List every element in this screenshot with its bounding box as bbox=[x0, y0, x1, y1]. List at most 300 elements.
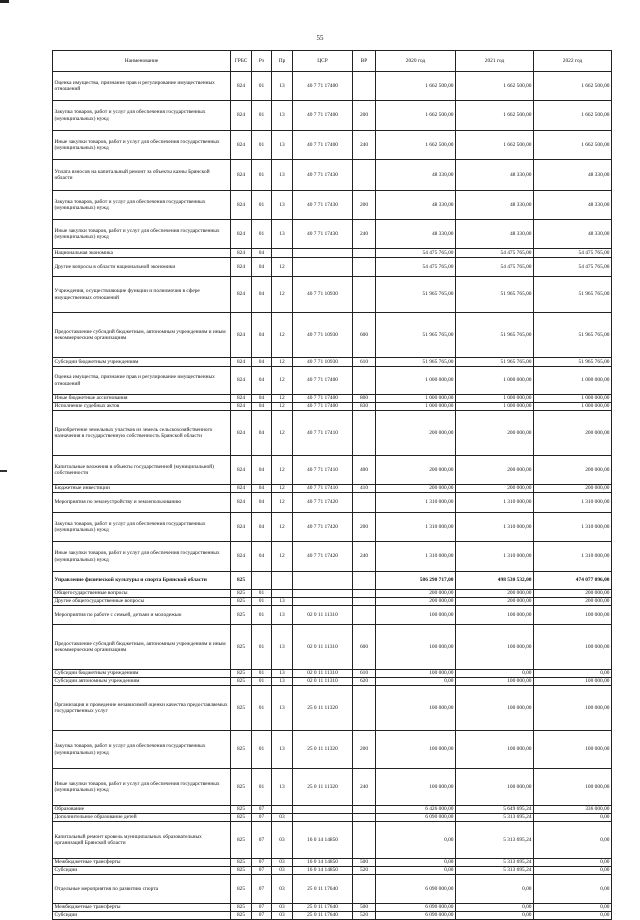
col-header-name: Наименование bbox=[53, 51, 231, 72]
cell-pr: 12 bbox=[272, 367, 293, 395]
table-row bbox=[53, 670, 612, 678]
cell-2020: 1 662 500,00 bbox=[376, 131, 456, 160]
cell-vr: 200 bbox=[353, 101, 376, 131]
cell-csr bbox=[293, 590, 353, 598]
cell-2022: 1 000 000,00 bbox=[534, 395, 612, 403]
cell-2022: 200 000,00 bbox=[534, 456, 612, 485]
cell-vr: 400 bbox=[353, 456, 376, 485]
cell-pr: 13 bbox=[272, 606, 293, 625]
table-row bbox=[53, 277, 612, 313]
cell-name: Межбюджетные трансферты bbox=[53, 904, 231, 912]
cell-name: Отдельные мероприятия по развитию спорта bbox=[53, 875, 231, 904]
cell-2022: 0,00 bbox=[534, 875, 612, 904]
cell-vr bbox=[353, 160, 376, 191]
cell-csr bbox=[293, 249, 353, 258]
cell-vr bbox=[353, 875, 376, 904]
cell-name: Организация и проведение независимой оценки качества предоставляемых государственных услуг bbox=[53, 686, 231, 731]
col-header-grbs: ГРБС bbox=[231, 51, 252, 72]
cell-2021: 1 000 000,00 bbox=[456, 403, 534, 411]
cell-2022: 1 310 000,00 bbox=[534, 513, 612, 542]
cell-name: Субсидии bbox=[53, 867, 231, 875]
col-header-rz: Рз bbox=[252, 51, 272, 72]
cell-vr: 600 bbox=[353, 625, 376, 670]
cell-grbs: 825 bbox=[231, 867, 252, 875]
cell-vr: 800 bbox=[353, 395, 376, 403]
cell-2021: 48 330,00 bbox=[456, 220, 534, 249]
table-body bbox=[53, 72, 612, 920]
cell-vr: 500 bbox=[353, 859, 376, 867]
cell-2021: 200 000,00 bbox=[456, 456, 534, 485]
cell-rz: 01 bbox=[252, 191, 272, 220]
cell-2022: 0,00 bbox=[534, 814, 612, 822]
cell-2021: 5 313 695,24 bbox=[456, 814, 534, 822]
table-row bbox=[53, 395, 612, 403]
cell-name: Иные закупки товаров, работ и услуг для обеспечения государственных (муниципальных) нужд bbox=[53, 769, 231, 806]
cell-2022: 336 000,00 bbox=[534, 806, 612, 814]
cell-grbs: 824 bbox=[231, 542, 252, 572]
cell-2020: 6 090 000,00 bbox=[376, 912, 456, 920]
cell-2020: 54 475 765,00 bbox=[376, 249, 456, 258]
cell-grbs: 825 bbox=[231, 572, 252, 590]
cell-2020: 6 090 000,00 bbox=[376, 904, 456, 912]
cell-2022: 1 662 500,00 bbox=[534, 72, 612, 101]
table-row bbox=[53, 875, 612, 904]
cell-vr: 410 bbox=[353, 485, 376, 493]
cell-pr: 13 bbox=[272, 686, 293, 731]
cell-pr: 13 bbox=[272, 769, 293, 806]
cell-pr: 12 bbox=[272, 358, 293, 367]
cell-2022: 1 000 000,00 bbox=[534, 403, 612, 411]
cell-vr bbox=[353, 493, 376, 513]
cell-name: Уплата взносов на капитальный ремонт за объекты казны Брянской области bbox=[53, 160, 231, 191]
cell-2021: 51 965 765,00 bbox=[456, 277, 534, 313]
table-row bbox=[53, 867, 612, 875]
cell-pr: 12 bbox=[272, 542, 293, 572]
cell-name: Мероприятия по землеустройству и землепользованию bbox=[53, 493, 231, 513]
table-row bbox=[53, 411, 612, 456]
cell-2021: 100 000,00 bbox=[456, 678, 534, 686]
cell-rz: 01 bbox=[252, 590, 272, 598]
cell-name: Иные закупки товаров, работ и услуг для обеспечения государственных (муниципальных) нужд bbox=[53, 542, 231, 572]
table-row bbox=[53, 403, 612, 411]
cell-rz: 07 bbox=[252, 814, 272, 822]
cell-pr bbox=[272, 590, 293, 598]
cell-pr: 13 bbox=[272, 678, 293, 686]
cell-rz: 01 bbox=[252, 101, 272, 131]
cell-2021: 100 000,00 bbox=[456, 686, 534, 731]
cell-2022: 100 000,00 bbox=[534, 625, 612, 670]
cell-grbs: 824 bbox=[231, 395, 252, 403]
cell-2021: 54 475 765,00 bbox=[456, 249, 534, 258]
cell-rz: 01 bbox=[252, 670, 272, 678]
cell-csr: 25 0 11 17640 bbox=[293, 904, 353, 912]
cell-vr bbox=[353, 590, 376, 598]
table-row bbox=[53, 313, 612, 358]
cell-2021: 0,00 bbox=[456, 875, 534, 904]
cell-pr: 03 bbox=[272, 875, 293, 904]
cell-2021: 0,00 bbox=[456, 912, 534, 920]
cell-2022: 51 965 765,00 bbox=[534, 313, 612, 358]
cell-name: Другие вопросы в области национальной экономики bbox=[53, 258, 231, 277]
cell-name: Иные закупки товаров, работ и услуг для обеспечения государственных (муниципальных) нужд bbox=[53, 220, 231, 249]
scan-edge-mark bbox=[0, 470, 7, 472]
cell-2020: 586 290 717,00 bbox=[376, 572, 456, 590]
cell-name: Субсидии бюджетным учреждениям bbox=[53, 358, 231, 367]
table-row bbox=[53, 686, 612, 731]
cell-csr bbox=[293, 814, 353, 822]
cell-vr bbox=[353, 598, 376, 606]
cell-pr: 03 bbox=[272, 867, 293, 875]
cell-csr bbox=[293, 806, 353, 814]
cell-2021: 0,00 bbox=[456, 670, 534, 678]
cell-2020: 48 330,00 bbox=[376, 220, 456, 249]
cell-csr: 40 7 71 10930 bbox=[293, 313, 353, 358]
cell-rz: 01 bbox=[252, 598, 272, 606]
cell-csr: 02 0 11 11310 bbox=[293, 678, 353, 686]
table-row bbox=[53, 590, 612, 598]
cell-grbs: 825 bbox=[231, 598, 252, 606]
cell-name: Закупка товаров, работ и услуг для обеспечения государственных (муниципальных) нужд bbox=[53, 191, 231, 220]
cell-2020: 200 000,00 bbox=[376, 598, 456, 606]
cell-2022: 54 475 765,00 bbox=[534, 249, 612, 258]
cell-2020: 48 330,00 bbox=[376, 191, 456, 220]
header-row bbox=[53, 51, 612, 72]
cell-grbs: 825 bbox=[231, 625, 252, 670]
cell-grbs: 825 bbox=[231, 606, 252, 625]
cell-2021: 5 313 695,24 bbox=[456, 859, 534, 867]
cell-csr bbox=[293, 572, 353, 590]
cell-2020: 1 662 500,00 bbox=[376, 101, 456, 131]
cell-grbs: 824 bbox=[231, 367, 252, 395]
table-row bbox=[53, 731, 612, 769]
cell-rz: 04 bbox=[252, 456, 272, 485]
cell-csr: 40 7 71 17420 bbox=[293, 493, 353, 513]
cell-pr: 13 bbox=[272, 625, 293, 670]
cell-2022: 100 000,00 bbox=[534, 606, 612, 625]
cell-vr: 200 bbox=[353, 191, 376, 220]
cell-grbs: 824 bbox=[231, 485, 252, 493]
cell-name: Оценка имущества, признание прав и регулирование имущественных отношений bbox=[53, 72, 231, 101]
cell-csr: 02 0 11 11310 bbox=[293, 625, 353, 670]
cell-2022: 474 077 096,00 bbox=[534, 572, 612, 590]
table-row bbox=[53, 131, 612, 160]
cell-2022: 54 475 765,00 bbox=[534, 258, 612, 277]
cell-rz: 04 bbox=[252, 277, 272, 313]
cell-2021: 200 000,00 bbox=[456, 598, 534, 606]
cell-2021: 5 313 695,24 bbox=[456, 822, 534, 859]
cell-vr bbox=[353, 572, 376, 590]
cell-vr: 620 bbox=[353, 678, 376, 686]
cell-rz: 01 bbox=[252, 769, 272, 806]
cell-pr: 13 bbox=[272, 598, 293, 606]
cell-grbs: 825 bbox=[231, 590, 252, 598]
cell-pr: 13 bbox=[272, 191, 293, 220]
cell-vr: 240 bbox=[353, 769, 376, 806]
cell-rz: 01 bbox=[252, 731, 272, 769]
cell-name: Иные бюджетные ассигнования bbox=[53, 395, 231, 403]
cell-pr: 13 bbox=[272, 131, 293, 160]
cell-vr bbox=[353, 822, 376, 859]
cell-vr: 520 bbox=[353, 867, 376, 875]
table-row bbox=[53, 493, 612, 513]
cell-pr bbox=[272, 572, 293, 590]
cell-grbs: 825 bbox=[231, 670, 252, 678]
cell-2020: 200 000,00 bbox=[376, 485, 456, 493]
cell-vr: 240 bbox=[353, 220, 376, 249]
cell-pr: 13 bbox=[272, 731, 293, 769]
cell-2022: 51 965 765,00 bbox=[534, 358, 612, 367]
page-number: 55 bbox=[316, 34, 324, 42]
cell-csr: 40 7 71 17400 bbox=[293, 72, 353, 101]
cell-csr: 40 7 71 17410 bbox=[293, 411, 353, 456]
cell-vr bbox=[353, 686, 376, 731]
cell-name: Капитальные вложения в объекты государственной (муниципальной) собственности bbox=[53, 456, 231, 485]
cell-grbs: 824 bbox=[231, 493, 252, 513]
cell-vr: 600 bbox=[353, 313, 376, 358]
cell-csr: 25 0 11 11320 bbox=[293, 769, 353, 806]
cell-csr: 40 7 71 17430 bbox=[293, 191, 353, 220]
cell-2022: 1 662 500,00 bbox=[534, 101, 612, 131]
table-row bbox=[53, 220, 612, 249]
cell-grbs: 825 bbox=[231, 875, 252, 904]
cell-2022: 0,00 bbox=[534, 670, 612, 678]
cell-pr: 13 bbox=[272, 101, 293, 131]
cell-2022: 100 000,00 bbox=[534, 678, 612, 686]
cell-csr: 16 0 14 14850 bbox=[293, 859, 353, 867]
cell-2021: 51 965 765,00 bbox=[456, 358, 534, 367]
cell-grbs: 824 bbox=[231, 101, 252, 131]
cell-pr: 12 bbox=[272, 513, 293, 542]
cell-grbs: 825 bbox=[231, 814, 252, 822]
cell-2020: 1 662 500,00 bbox=[376, 72, 456, 101]
cell-name: Общегосударственные вопросы bbox=[53, 590, 231, 598]
col-header-pr: Пр bbox=[272, 51, 293, 72]
cell-2021: 51 965 765,00 bbox=[456, 313, 534, 358]
col-header-csr: ЦСР bbox=[293, 51, 353, 72]
cell-2021: 498 530 532,00 bbox=[456, 572, 534, 590]
cell-vr bbox=[353, 411, 376, 456]
cell-rz: 04 bbox=[252, 313, 272, 358]
cell-name: Другие общегосударственные вопросы bbox=[53, 598, 231, 606]
cell-rz: 07 bbox=[252, 904, 272, 912]
table-row bbox=[53, 678, 612, 686]
cell-2020: 100 000,00 bbox=[376, 731, 456, 769]
cell-name: Капитальный ремонт кровель муниципальных образовательных организаций Брянской области bbox=[53, 822, 231, 859]
cell-2020: 0,00 bbox=[376, 867, 456, 875]
cell-vr: 610 bbox=[353, 670, 376, 678]
cell-csr: 25 0 11 17640 bbox=[293, 875, 353, 904]
cell-name: Образование bbox=[53, 806, 231, 814]
cell-2020: 51 965 765,00 bbox=[376, 358, 456, 367]
cell-rz: 04 bbox=[252, 493, 272, 513]
cell-2022: 48 330,00 bbox=[534, 160, 612, 191]
cell-name: Межбюджетные трансферты bbox=[53, 859, 231, 867]
cell-2020: 51 965 765,00 bbox=[376, 277, 456, 313]
cell-2020: 100 000,00 bbox=[376, 686, 456, 731]
cell-2021: 100 000,00 bbox=[456, 606, 534, 625]
cell-csr: 40 7 71 10930 bbox=[293, 277, 353, 313]
cell-2021: 1 310 000,00 bbox=[456, 493, 534, 513]
cell-name: Субсидии bbox=[53, 912, 231, 920]
cell-2020: 1 000 000,00 bbox=[376, 395, 456, 403]
cell-2021: 5 649 695,24 bbox=[456, 806, 534, 814]
cell-pr: 12 bbox=[272, 313, 293, 358]
cell-vr bbox=[353, 606, 376, 625]
cell-name: Предоставление субсидий бюджетным, автономным учреждениям и иным некоммерческим организациям bbox=[53, 625, 231, 670]
cell-2022: 200 000,00 bbox=[534, 411, 612, 456]
cell-2021: 1 310 000,00 bbox=[456, 513, 534, 542]
scan-edge-mark bbox=[0, 0, 9, 3]
cell-2022: 1 662 500,00 bbox=[534, 131, 612, 160]
cell-2022: 48 330,00 bbox=[534, 191, 612, 220]
cell-2020: 6 090 000,00 bbox=[376, 875, 456, 904]
cell-rz: 01 bbox=[252, 220, 272, 249]
cell-2020: 100 000,00 bbox=[376, 769, 456, 806]
cell-rz: 07 bbox=[252, 859, 272, 867]
cell-grbs: 824 bbox=[231, 258, 252, 277]
cell-2020: 51 965 765,00 bbox=[376, 313, 456, 358]
cell-2021: 200 000,00 bbox=[456, 590, 534, 598]
cell-2022: 1 000 000,00 bbox=[534, 367, 612, 395]
cell-csr: 02 0 11 11310 bbox=[293, 606, 353, 625]
cell-grbs: 825 bbox=[231, 912, 252, 920]
cell-2021: 5 313 695,24 bbox=[456, 867, 534, 875]
cell-rz: 07 bbox=[252, 912, 272, 920]
cell-name: Исполнение судебных актов bbox=[53, 403, 231, 411]
col-header-vr: ВР bbox=[353, 51, 376, 72]
table-row bbox=[53, 358, 612, 367]
cell-pr: 03 bbox=[272, 859, 293, 867]
cell-pr: 03 bbox=[272, 822, 293, 859]
cell-2022: 0,00 bbox=[534, 859, 612, 867]
cell-rz: 04 bbox=[252, 485, 272, 493]
cell-2021: 100 000,00 bbox=[456, 769, 534, 806]
cell-rz: 01 bbox=[252, 72, 272, 101]
table-row bbox=[53, 598, 612, 606]
cell-2020: 100 000,00 bbox=[376, 606, 456, 625]
cell-vr: 200 bbox=[353, 731, 376, 769]
table-row bbox=[53, 912, 612, 920]
table-row bbox=[53, 572, 612, 590]
cell-grbs: 824 bbox=[231, 456, 252, 485]
cell-rz: 04 bbox=[252, 249, 272, 258]
cell-grbs: 824 bbox=[231, 249, 252, 258]
cell-2022: 0,00 bbox=[534, 867, 612, 875]
cell-pr bbox=[272, 806, 293, 814]
cell-name: Субсидии бюджетным учреждениям bbox=[53, 670, 231, 678]
cell-rz: 04 bbox=[252, 395, 272, 403]
cell-pr: 03 bbox=[272, 912, 293, 920]
cell-vr bbox=[353, 277, 376, 313]
cell-2022: 0,00 bbox=[534, 904, 612, 912]
cell-2020: 54 475 765,00 bbox=[376, 258, 456, 277]
cell-vr bbox=[353, 806, 376, 814]
cell-vr: 240 bbox=[353, 131, 376, 160]
cell-2020: 6 426 000,00 bbox=[376, 806, 456, 814]
cell-csr: 02 0 11 11310 bbox=[293, 670, 353, 678]
cell-name: Закупка товаров, работ и услуг для обеспечения государственных (муниципальных) нужд bbox=[53, 513, 231, 542]
cell-vr: 610 bbox=[353, 358, 376, 367]
cell-2021: 1 000 000,00 bbox=[456, 395, 534, 403]
cell-vr bbox=[353, 72, 376, 101]
cell-rz: 01 bbox=[252, 160, 272, 191]
col-header-2020: 2020 год bbox=[376, 51, 456, 72]
cell-rz: 01 bbox=[252, 131, 272, 160]
cell-name: Субсидии автономным учреждениям bbox=[53, 678, 231, 686]
cell-csr: 16 0 14 14850 bbox=[293, 867, 353, 875]
table-row bbox=[53, 367, 612, 395]
cell-pr: 12 bbox=[272, 258, 293, 277]
cell-2021: 200 000,00 bbox=[456, 411, 534, 456]
table-row bbox=[53, 485, 612, 493]
cell-rz: 01 bbox=[252, 625, 272, 670]
cell-csr: 40 7 71 17400 bbox=[293, 395, 353, 403]
table-row bbox=[53, 806, 612, 814]
cell-grbs: 825 bbox=[231, 686, 252, 731]
cell-2021: 1 662 500,00 bbox=[456, 131, 534, 160]
cell-grbs: 824 bbox=[231, 277, 252, 313]
cell-2022: 100 000,00 bbox=[534, 686, 612, 731]
cell-csr: 40 7 71 17410 bbox=[293, 485, 353, 493]
cell-grbs: 824 bbox=[231, 72, 252, 101]
cell-2020: 1 310 000,00 bbox=[376, 493, 456, 513]
table-row bbox=[53, 814, 612, 822]
cell-2020: 6 090 000,00 bbox=[376, 814, 456, 822]
cell-rz: 04 bbox=[252, 403, 272, 411]
cell-vr bbox=[353, 249, 376, 258]
cell-2020: 1 000 000,00 bbox=[376, 367, 456, 395]
cell-name: Иные закупки товаров, работ и услуг для обеспечения государственных (муниципальных) нужд bbox=[53, 131, 231, 160]
cell-2022: 1 310 000,00 bbox=[534, 493, 612, 513]
cell-2022: 0,00 bbox=[534, 822, 612, 859]
cell-pr: 12 bbox=[272, 493, 293, 513]
table-row bbox=[53, 625, 612, 670]
cell-pr: 12 bbox=[272, 456, 293, 485]
table-row bbox=[53, 606, 612, 625]
cell-rz: 01 bbox=[252, 606, 272, 625]
cell-grbs: 824 bbox=[231, 513, 252, 542]
cell-grbs: 825 bbox=[231, 822, 252, 859]
cell-rz: 04 bbox=[252, 542, 272, 572]
cell-vr: 520 bbox=[353, 912, 376, 920]
table-row bbox=[53, 456, 612, 485]
cell-grbs: 824 bbox=[231, 160, 252, 191]
cell-csr: 40 7 71 17400 bbox=[293, 403, 353, 411]
cell-pr: 12 bbox=[272, 485, 293, 493]
cell-2021: 100 000,00 bbox=[456, 625, 534, 670]
cell-csr: 40 7 71 17400 bbox=[293, 131, 353, 160]
cell-grbs: 825 bbox=[231, 769, 252, 806]
cell-2021: 100 000,00 bbox=[456, 731, 534, 769]
cell-2021: 200 000,00 bbox=[456, 485, 534, 493]
cell-vr: 830 bbox=[353, 403, 376, 411]
cell-rz bbox=[252, 572, 272, 590]
cell-grbs: 824 bbox=[231, 220, 252, 249]
cell-2022: 200 000,00 bbox=[534, 590, 612, 598]
cell-2022: 48 330,00 bbox=[534, 220, 612, 249]
cell-csr: 40 7 71 17430 bbox=[293, 220, 353, 249]
cell-csr: 16 0 14 14850 bbox=[293, 822, 353, 859]
cell-grbs: 824 bbox=[231, 358, 252, 367]
cell-2022: 200 000,00 bbox=[534, 598, 612, 606]
cell-rz: 04 bbox=[252, 367, 272, 395]
cell-pr: 12 bbox=[272, 395, 293, 403]
cell-pr: 13 bbox=[272, 670, 293, 678]
cell-name: Бюджетные инвестиции bbox=[53, 485, 231, 493]
cell-grbs: 825 bbox=[231, 731, 252, 769]
cell-rz: 04 bbox=[252, 358, 272, 367]
cell-csr: 40 7 71 17420 bbox=[293, 542, 353, 572]
